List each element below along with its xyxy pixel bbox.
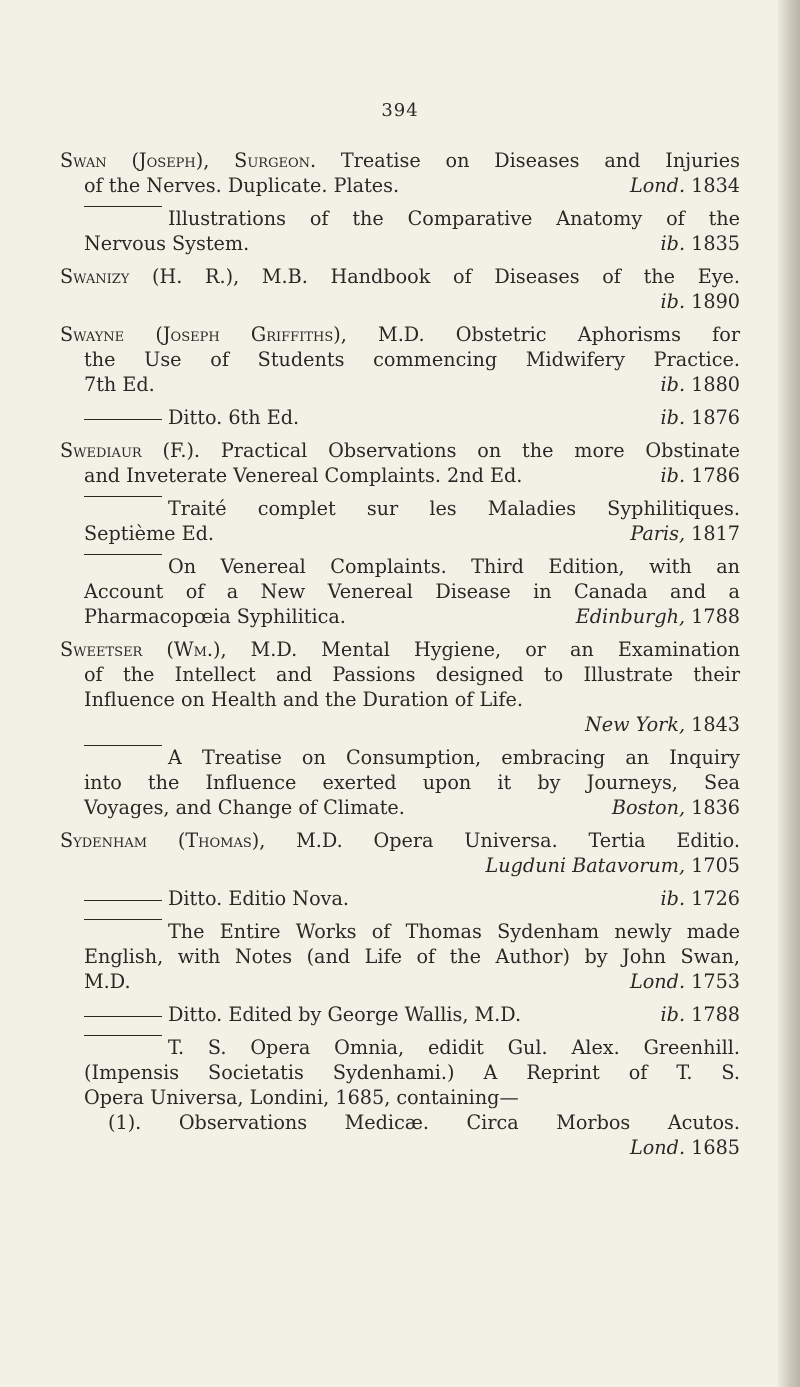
bibliography-entry bbox=[60, 886, 740, 911]
entry-place: Edinburgh, bbox=[575, 605, 686, 628]
entry-author: Swayne (Joseph Griffiths), M.D. bbox=[60, 323, 425, 346]
entry-title: Nervous System. bbox=[84, 232, 250, 255]
entry-title: Obstetric Aphorisms for bbox=[424, 323, 740, 346]
ditto-dash bbox=[84, 496, 162, 521]
ditto-dash bbox=[84, 1016, 162, 1017]
entry-edition: Septième Ed. bbox=[84, 522, 215, 545]
entry-title: On Venereal Complaints. Third Edition, with an bbox=[168, 555, 740, 578]
entry-title: Handbook of Diseases of the Eye. bbox=[307, 265, 740, 288]
page-number: 394 bbox=[381, 100, 419, 121]
entry-title: A Treatise on Consumption, embracing an Inquiry bbox=[168, 746, 740, 769]
entry-year: 1890 bbox=[685, 290, 740, 313]
ditto-dash bbox=[84, 419, 162, 420]
entry-year: 1786 bbox=[685, 464, 740, 487]
entry-year: 1835 bbox=[685, 232, 740, 255]
entry-place: Lond. bbox=[630, 1136, 686, 1159]
entry-year: 1817 bbox=[685, 522, 740, 545]
entry-title: and Inveterate Venereal Complaints. 2nd Ed. bbox=[84, 464, 523, 487]
entry-year: 1753 bbox=[685, 970, 740, 993]
entry-title: Voyages, and Change of Climate. bbox=[84, 796, 405, 819]
entry-title: Opera Universa. Tertia Editio. bbox=[342, 829, 740, 852]
entry-place: Paris, bbox=[630, 522, 686, 545]
entry-title: Treatise on Diseases and Injuries bbox=[316, 149, 740, 172]
entry-author: Sweetser (Wm.), M.D. bbox=[60, 638, 298, 661]
entry-author: Swan (Joseph), Surgeon. bbox=[60, 149, 317, 172]
entry-year: 1705 bbox=[685, 854, 740, 877]
entry-title: of the Nerves. Duplicate. Plates. bbox=[84, 174, 400, 197]
entry-place: ib. bbox=[660, 464, 686, 487]
entry-year: 1834 bbox=[685, 174, 740, 197]
bibliography-entry bbox=[60, 322, 740, 397]
entry-title: (Impensis Societatis Sydenhami.) A Reprint of T. S. bbox=[84, 1061, 740, 1084]
entry-place: New York, bbox=[584, 713, 686, 736]
entry-place: ib. bbox=[660, 232, 686, 255]
bibliography-entry bbox=[60, 554, 740, 629]
bibliography-entry bbox=[60, 496, 740, 546]
ditto-dash bbox=[84, 1035, 162, 1060]
entry-year: 1788 bbox=[685, 1003, 740, 1026]
bibliography-entry bbox=[60, 828, 740, 878]
entry-year: 1788 bbox=[685, 605, 740, 628]
entry-title: the Use of Students commencing Midwifery Practice. bbox=[84, 348, 740, 371]
entry-place: ib. bbox=[660, 290, 686, 313]
entry-place: Lond. bbox=[630, 174, 686, 197]
entry-title: into the Influence exerted upon it by Journeys, Sea bbox=[84, 771, 740, 794]
entry-title: Traité complet sur les Maladies Syphilitiques. bbox=[168, 497, 740, 520]
entry-title: Illustrations of the Comparative Anatomy of the bbox=[168, 207, 740, 230]
bibliography-entry bbox=[60, 919, 740, 994]
entry-year: 1836 bbox=[685, 796, 740, 819]
entry-place: ib. bbox=[660, 373, 686, 396]
entry-place: ib. bbox=[660, 887, 686, 910]
entry-place: ib. bbox=[660, 406, 686, 429]
bibliography-entry bbox=[60, 405, 740, 430]
entry-title: T. S. Opera Omnia, edidit Gul. Alex. Greenhill. bbox=[168, 1036, 740, 1059]
entry-title: Ditto. Edited by George Wallis, M.D. bbox=[168, 1003, 522, 1026]
bibliography-entry bbox=[60, 438, 740, 488]
entry-year: 1685 bbox=[685, 1136, 740, 1159]
entry-year: 1880 bbox=[685, 373, 740, 396]
ditto-dash bbox=[84, 745, 162, 770]
entry-title: Mental Hygiene, or an Examination bbox=[297, 638, 740, 661]
ditto-dash bbox=[84, 206, 162, 231]
bibliography-entry bbox=[60, 1035, 740, 1160]
ditto-dash bbox=[84, 900, 162, 901]
ditto-dash bbox=[84, 554, 162, 579]
entry-title: Opera Universa, Londini, 1685, containing— bbox=[84, 1086, 519, 1109]
entry-place: ib. bbox=[660, 1003, 686, 1026]
entry-year: 1843 bbox=[685, 713, 740, 736]
entry-title: Ditto. 6th Ed. bbox=[168, 406, 300, 429]
entry-title: Influence on Health and the Duration of Life. bbox=[84, 688, 523, 711]
bibliography-entry bbox=[60, 1002, 740, 1027]
entry-title: Ditto. Editio Nova. bbox=[168, 887, 349, 910]
entry-title: Account of a New Venereal Disease in Canada and a bbox=[84, 580, 740, 603]
entry-place: Boston, bbox=[611, 796, 686, 819]
bibliography-list bbox=[60, 148, 740, 1168]
bibliography-entry bbox=[60, 637, 740, 737]
entry-author: Swediaur (F.). bbox=[60, 439, 201, 462]
entry-place: Lond. bbox=[630, 970, 686, 993]
entry-title: M.D. bbox=[84, 970, 131, 993]
entry-title: English, with Notes (and Life of the Author) by John Swan, bbox=[84, 945, 740, 968]
entry-title: Pharmacopœia Syphilitica. bbox=[84, 605, 346, 628]
entry-year: 1726 bbox=[685, 887, 740, 910]
bibliography-entry bbox=[60, 206, 740, 256]
entry-title: (1). Observations Medicæ. Circa Morbos Acutos. bbox=[108, 1111, 740, 1134]
entry-author: Swanizy (H. R.), M.B. bbox=[60, 265, 308, 288]
entry-title: The Entire Works of Thomas Sydenham newly made bbox=[168, 920, 740, 943]
entry-title: of the Intellect and Passions designed to Illustrate their bbox=[84, 663, 740, 686]
entry-place: Lugduni Batavorum, bbox=[485, 854, 686, 877]
entry-title: Practical Observations on the more Obstinate bbox=[200, 439, 740, 462]
bibliography-entry bbox=[60, 745, 740, 820]
entry-edition: 7th Ed. bbox=[84, 373, 155, 396]
ditto-dash bbox=[84, 919, 162, 944]
entry-year: 1876 bbox=[685, 406, 740, 429]
bibliography-entry bbox=[60, 264, 740, 314]
bibliography-entry bbox=[60, 148, 740, 198]
entry-author: Sydenham (Thomas), M.D. bbox=[60, 829, 343, 852]
